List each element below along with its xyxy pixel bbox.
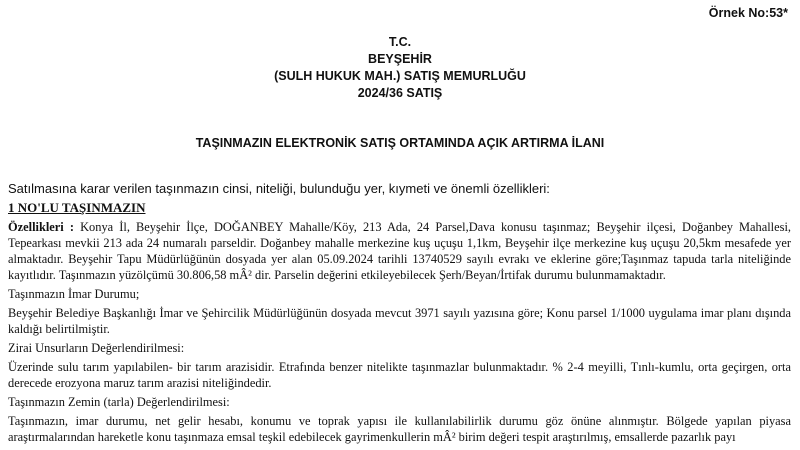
announcement-title: TAŞINMAZIN ELEKTRONİK SATIŞ ORTAMINDA AÇIK ARTIRMA İLANI — [195, 136, 605, 150]
features-label: Özellikleri : — [8, 220, 74, 234]
section-heading: 1 NO'LU TAŞINMAZIN — [8, 200, 146, 215]
document-body — [8, 200, 791, 448]
agriculture-paragraph: Üzerinde sulu tarım yapılabilen- bir tarım arazisidir. Etrafında benzer nitelikte taşınmazlar bulunmaktadır. % 2-4 meyilli, Tınlı-kumlu, orta geçirgen, orta derecede erozyona maruz tarım arazisi niteliğindedir. — [8, 360, 791, 390]
ground-label: Taşınmazın Zemin (tarla) Değerlendirilmesi: — [8, 395, 230, 409]
header-file-number: 2024/36 SATIŞ — [357, 86, 443, 100]
header-republic: T.C. — [388, 35, 412, 49]
features-text: Konya İl, Beyşehir İlçe, DOĞANBEY Mahalle/Köy, 213 Ada, 24 Parsel,Dava konusu taşınmaz; Beyşehir ilçesi, Doğanbey Mahallesi, Tepearkası mevkii 213 ada 24 numaralı parseldir. Doğanbey mahalle merkezine kuş uçuşu 1,1km, Beyşehir ilçe merkezine kuş uçuşu 20,5km mesafede yer almaktadır. Beyşehir Tapu Müdürlüğünün dosyada yer alan 05.09.2024 tarihli 13740529 sayılı evrakı ve eklerine göre;Taşınmaz tapuda tarla niteliğinde kayıtlıdır. Taşınmazın yüzölçümü 30.806,58 mÂ² dir. Parselin değerini etkileyebilecek Şerh/Beyan/İrtifak durumu bulunmamaktadır. — [8, 220, 791, 282]
intro-text: Satılmasına karar verilen taşınmazın cinsi, niteliği, bulunduğu yer, kıymeti ve önemli özellikleri: — [8, 181, 550, 196]
zoning-paragraph: Beyşehir Belediye Başkanlığı İmar ve Şehircilik Müdürlüğünün dosyada mevcut 3971 sayılı yazısına göre; Konu parsel 1/1000 uygulama imar planı dışında kaldığı belirtilmiştir. — [8, 306, 791, 336]
ground-paragraph: Taşınmazın, imar durumu, net gelir hesabı, konumu ve toprak yapısı ile kullanılabilirlik durumu göz önüne alınmıştır. Bölgede yapılan piyasa araştırmalarından hareketle konu taşınmaza emsal teşkil edebilecek gayrimenkullerin mÂ² birim değeri tespit araştırılmış, emsallerde pazarlık payı — [8, 414, 791, 444]
header-office: (SULH HUKUK MAH.) SATIŞ MEMURLUĞU — [274, 69, 526, 83]
document-header — [0, 34, 800, 102]
zoning-label: Taşınmazın İmar Durumu; — [8, 287, 140, 301]
header-district: BEYŞEHİR — [368, 52, 432, 66]
example-number: Örnek No:53* — [708, 6, 788, 20]
agriculture-label: Zirai Unsurların Değerlendirilmesi: — [8, 341, 185, 355]
features-paragraph — [8, 219, 791, 283]
